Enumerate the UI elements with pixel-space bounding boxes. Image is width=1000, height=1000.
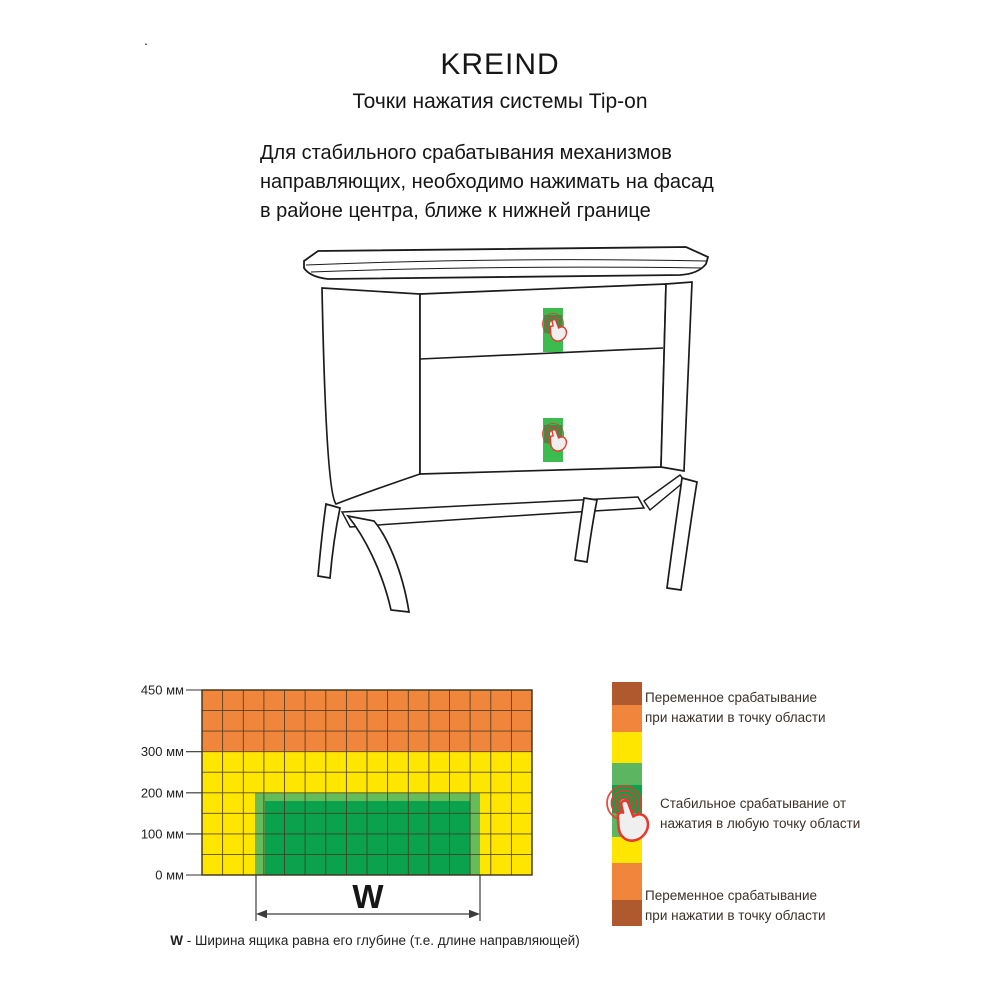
intro-line: в районе центра, ближе к нижней границе [260,200,651,222]
axis-label-0: 0 мм [155,867,184,883]
width-label: W [352,878,384,915]
legend-zone-yellow-top [612,732,642,763]
legend-line: нажатия в любую точку области [660,815,861,831]
leg-front-right [667,478,697,590]
intro-line: Для стабильного срабатывания механизмов [260,142,672,164]
axis-label-450: 450 мм [140,682,184,698]
leg-front-left [348,516,409,612]
legend-zone-green-bottom [612,813,642,837]
diagram-caption [150,933,600,948]
nightstand-legs [318,478,697,612]
leg-back-left [318,504,340,578]
axis-ticks [186,690,202,875]
arrowhead-left [256,910,267,918]
legend-zone-yellow-bottom [612,837,642,863]
axis-label-300: 300 мм [140,744,184,760]
legend-zone-green-top [612,763,642,785]
nightstand-body [322,282,692,504]
legend-zone-orange-top [612,705,642,732]
legend-item-stable [660,794,860,833]
legend-line: Переменное срабатывание [645,888,818,903]
caption-w: W [170,933,184,948]
brand-title: KREIND [440,48,560,81]
axis-label-200: 200 мм [140,785,184,801]
arrowhead-right [469,910,480,918]
header [0,48,1000,114]
legend-item-variable-bottom [645,886,826,925]
legend-line: при нажатии в точку области [645,709,826,725]
legend-zone-brown-top [612,682,642,705]
nightstand-illustration [280,240,720,630]
pressure-zone-diagram [140,675,580,960]
zone-stable-core [265,801,470,875]
intro-line: направляющих, необходимо нажимать на фасад [260,171,714,193]
legend-zone-core [612,785,642,813]
stray-mark: . [144,32,148,48]
intro-paragraph [260,139,714,226]
nightstand-top [304,247,708,279]
legend-color-bar [612,682,642,926]
legend-line: Переменное срабатывание [645,690,818,705]
page-subtitle: Точки нажатия системы Tip-on [352,90,648,113]
legend-item-variable-top [645,688,826,727]
legend-zone-orange-bottom [612,863,642,900]
caption-text: - Ширина ящика равна его глубине (т.е. длине направляющей) [183,933,580,948]
legend-zone-brown-bottom [612,900,642,926]
legend-line: при нажатии в точку области [645,907,826,923]
legend-line: Стабильное срабатывание от [660,796,847,811]
axis-label-100: 100 мм [140,826,184,842]
